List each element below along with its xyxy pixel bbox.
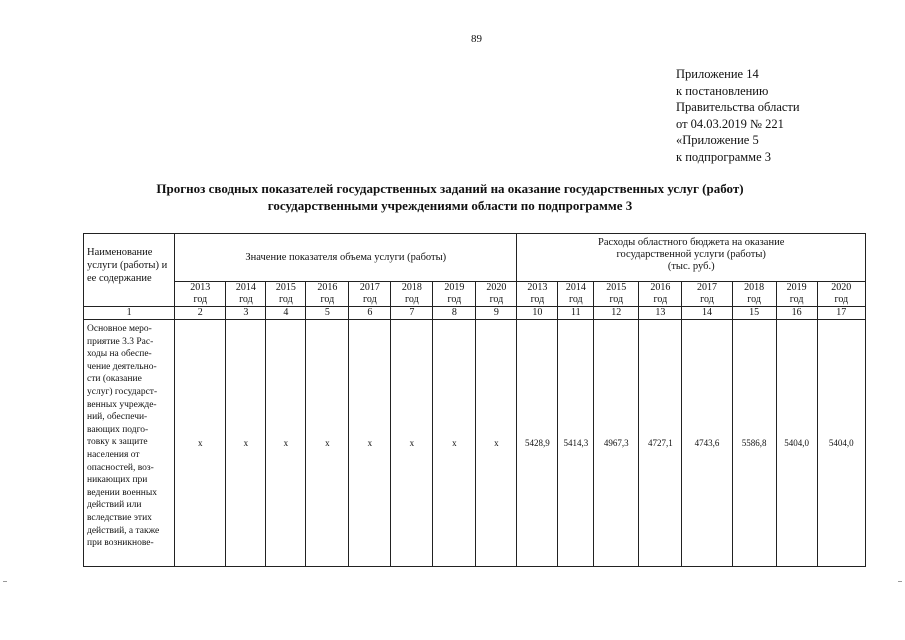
column-number: 9: [476, 307, 517, 320]
year-label: 2013: [190, 282, 211, 293]
expense-year-header: [558, 282, 594, 307]
appendix-line: Правительства области: [676, 100, 800, 114]
column-number: 2: [175, 307, 226, 320]
expense-value: 5414,3: [558, 320, 594, 567]
volume-value: x: [433, 320, 476, 567]
appendix-reference: [676, 66, 800, 165]
scan-margin-mark: [3, 581, 7, 582]
expense-year-header: [776, 282, 817, 307]
title-line: государственными учреждениями области по подпрограмме 3: [267, 198, 633, 213]
volume-year-header: [349, 282, 391, 307]
year-label: 2014: [565, 282, 586, 293]
service-line: приятие 3.3 Рас-: [87, 336, 154, 347]
header-row: [84, 234, 866, 282]
year-label: 2020: [486, 282, 507, 293]
column-number: 6: [349, 307, 391, 320]
expense-year-header: [817, 282, 865, 307]
volume-year-header: [175, 282, 226, 307]
year-suffix: год: [193, 294, 208, 305]
column-number: 4: [266, 307, 306, 320]
column-number: 8: [433, 307, 476, 320]
service-line: при возникнове-: [87, 538, 154, 549]
expense-value: 5586,8: [732, 320, 776, 567]
column-number: 5: [306, 307, 349, 320]
volume-year-header: [266, 282, 306, 307]
expense-value: 5428,9: [517, 320, 558, 567]
year-label: 2017: [359, 282, 380, 293]
column-number: 16: [776, 307, 817, 320]
service-line: действий, а также: [87, 525, 160, 536]
column-number: 13: [639, 307, 682, 320]
volume-value: x: [349, 320, 391, 567]
year-suffix: год: [789, 294, 804, 305]
volume-year-header: [476, 282, 517, 307]
service-line: опасностей, воз-: [87, 462, 154, 473]
expense-header-line: государственной услуги (работы): [616, 249, 766, 260]
year-label: 2018: [401, 282, 422, 293]
volume-value: x: [226, 320, 266, 567]
column-number: 11: [558, 307, 594, 320]
service-line: ний, обеспечи-: [87, 412, 148, 423]
column-number: 10: [517, 307, 558, 320]
service-line: чение деятельно-: [87, 361, 157, 372]
year-suffix: год: [568, 294, 583, 305]
table-row: [84, 320, 866, 567]
expense-header: [517, 234, 866, 282]
expense-year-header: [732, 282, 776, 307]
year-label: 2015: [606, 282, 627, 293]
volume-value: x: [476, 320, 517, 567]
year-suffix: год: [279, 294, 293, 305]
appendix-line: от 04.03.2019 № 221: [676, 116, 784, 131]
column-number: 14: [682, 307, 732, 320]
title-line: Прогноз сводных показателей государственных заданий на оказание государственных услуг (работ): [156, 181, 744, 196]
expense-value: 4967,3: [594, 320, 639, 567]
column-number: 7: [391, 307, 433, 320]
volume-year-header: [433, 282, 476, 307]
service-description: [84, 320, 175, 567]
year-suffix: год: [530, 294, 545, 305]
year-suffix: год: [447, 294, 462, 305]
year-suffix: год: [405, 294, 419, 305]
year-suffix: год: [320, 294, 335, 305]
service-line: никающих при: [87, 475, 148, 486]
volume-value: x: [175, 320, 226, 567]
volume-year-header: [306, 282, 349, 307]
expense-year-header: [594, 282, 639, 307]
service-line: населения от: [87, 449, 140, 460]
appendix-line: Приложение 14: [676, 67, 759, 81]
service-line: сти (оказание: [87, 374, 142, 385]
service-line: ведении военных: [87, 487, 158, 498]
year-label: 2018: [744, 282, 765, 293]
year-suffix: год: [700, 294, 714, 305]
year-label: 2016: [317, 282, 338, 293]
column-number: 1: [84, 307, 175, 320]
forecast-table: [83, 233, 866, 567]
expense-year-header: [517, 282, 558, 307]
year-suffix: год: [609, 294, 624, 305]
expense-value: 5404,0: [817, 320, 865, 567]
service-line: ходы на обеспе-: [87, 349, 152, 360]
appendix-line: к подпрограмме 3: [676, 149, 771, 164]
service-line: товку к защите: [87, 437, 148, 448]
year-label: 2015: [275, 282, 296, 293]
year-suffix: год: [834, 294, 849, 305]
scan-margin-mark: [898, 581, 902, 582]
service-name-header: Наименование услуги (работы) и ее содержание: [84, 234, 175, 307]
column-number: 12: [594, 307, 639, 320]
year-suffix: год: [653, 294, 668, 305]
volume-value: x: [306, 320, 349, 567]
expense-value: 4727,1: [639, 320, 682, 567]
expense-value: 4743,6: [682, 320, 732, 567]
expense-value: 5404,0: [776, 320, 817, 567]
year-label: 2019: [444, 282, 465, 293]
service-line: действий или: [87, 500, 142, 511]
year-suffix: год: [363, 294, 377, 305]
year-label: 2016: [650, 282, 671, 293]
document-title: [60, 180, 840, 214]
expense-year-header: [639, 282, 682, 307]
volume-year-header: [391, 282, 433, 307]
volume-value: x: [266, 320, 306, 567]
page-number: 89: [471, 33, 482, 45]
year-label: 2017: [696, 282, 717, 293]
year-label: 2020: [831, 282, 852, 293]
expense-header-line: (тыс. руб.): [667, 261, 715, 272]
service-line: венных учрежде-: [87, 399, 157, 410]
year-label: 2014: [235, 282, 256, 293]
service-line: услуг) государст-: [87, 386, 158, 397]
year-row: [84, 282, 866, 307]
service-line: Основное меро-: [87, 324, 152, 334]
volume-value: x: [391, 320, 433, 567]
year-suffix: год: [747, 294, 761, 305]
column-number: 17: [817, 307, 865, 320]
service-line: вследствие этих: [87, 512, 152, 523]
volume-header: Значение показателя объема услуги (работы): [175, 234, 517, 282]
column-number: 3: [226, 307, 266, 320]
year-label: 2019: [786, 282, 807, 293]
year-label: 2013: [527, 282, 548, 293]
volume-year-header: [226, 282, 266, 307]
expense-year-header: [682, 282, 732, 307]
expense-header-line: Расходы областного бюджета на оказание: [598, 237, 785, 248]
appendix-line: к постановлению: [676, 83, 769, 98]
service-line: вающих подго-: [87, 424, 149, 435]
column-number: 15: [732, 307, 776, 320]
year-suffix: год: [489, 294, 504, 305]
column-number-row: [84, 307, 866, 320]
year-suffix: год: [239, 294, 253, 305]
appendix-line: «Приложение 5: [676, 133, 759, 147]
